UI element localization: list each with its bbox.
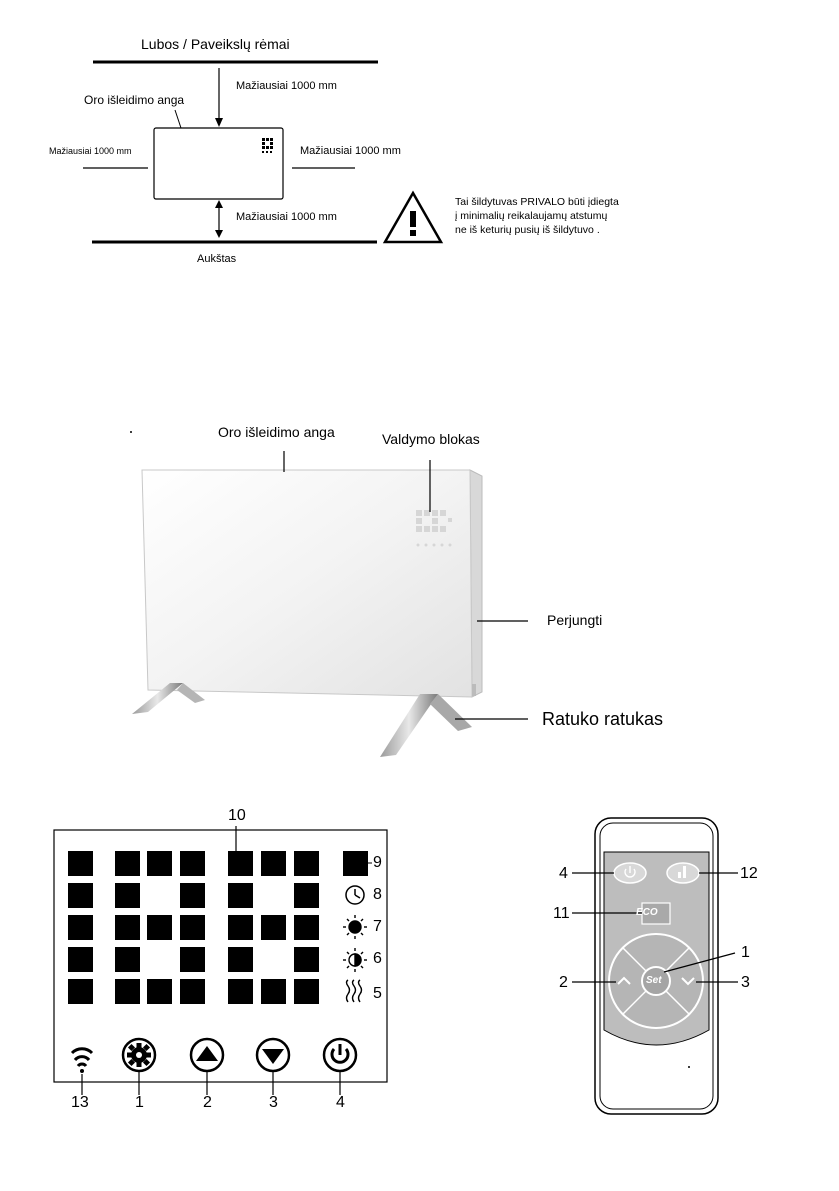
heater-air-outlet-label: Oro išleidimo anga (218, 424, 335, 440)
floor-label: Aukštas (197, 253, 237, 265)
callout-8: 8 (373, 886, 382, 903)
callout-7: 7 (373, 918, 382, 935)
remote-callout-2: 2 (559, 974, 568, 991)
switch-label: Perjungti (547, 612, 603, 628)
callout-4: 4 (336, 1094, 345, 1111)
remote-callout-4: 4 (559, 865, 568, 882)
wheel-label: Ratuko ratukas (542, 709, 664, 729)
warning-line-1: Tai šildytuvas PRIVALO būti įdiegta (455, 196, 619, 208)
callout-3: 3 (269, 1094, 278, 1111)
callout-2: 2 (203, 1094, 212, 1111)
remote-callout-11: 11 (553, 905, 570, 922)
top-distance-label: Mažiausiai 1000 mm (236, 80, 337, 92)
callout-1: 1 (135, 1094, 144, 1111)
callout-10: 10 (228, 807, 246, 824)
remote-eco-label: ECO (636, 907, 658, 918)
callout-6: 6 (373, 950, 382, 967)
warning-line-3: ne iš keturių pusių iš šildytuvo . (455, 224, 600, 236)
left-distance-label: Mažiausiai 1000 mm (49, 146, 132, 156)
remote-level-icon (667, 863, 699, 883)
remote-set-label: Set (646, 975, 662, 986)
callout-13: 13 (71, 1094, 89, 1111)
bottom-distance-label: Mažiausiai 1000 mm (236, 211, 337, 223)
callout-9: 9 (373, 854, 382, 871)
remote-callout-12: 12 (740, 865, 758, 882)
control-unit-label: Valdymo blokas (382, 431, 480, 447)
remote-callout-1: 1 (741, 944, 750, 961)
remote-callout-3: 3 (741, 974, 750, 991)
air-outlet-label: Oro išleidimo anga (84, 93, 185, 107)
callout-5: 5 (373, 985, 382, 1002)
ceiling-label: Lubos / Paveikslų rėmai (141, 36, 290, 52)
warning-line-2: į minimalių reikalaujamų atstumų (455, 210, 608, 222)
right-distance-label: Mažiausiai 1000 mm (300, 145, 401, 157)
remote-power-icon (614, 863, 646, 883)
